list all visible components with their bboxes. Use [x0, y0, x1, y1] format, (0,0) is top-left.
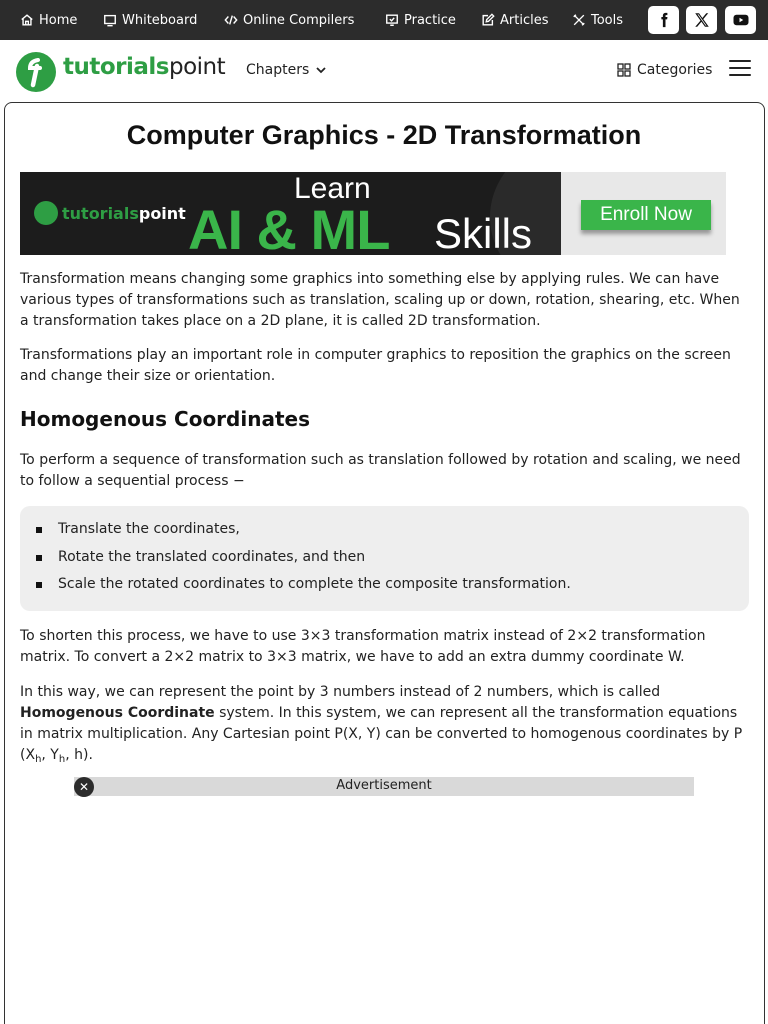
logo-text-part2: point: [169, 54, 226, 80]
categories-label: Categories: [637, 62, 713, 78]
code-icon: [224, 13, 238, 27]
nav-tools[interactable]: [572, 0, 623, 40]
facebook-icon: [655, 11, 673, 29]
page-title: Computer Graphics - 2D Transformation: [126, 120, 642, 150]
bold-term: Homogenous Coordinate: [20, 705, 215, 721]
chapters-dropdown[interactable]: [246, 62, 327, 78]
nav-whiteboard-label: Whiteboard: [122, 12, 198, 28]
section-heading: Homogenous Coordinates: [20, 407, 310, 431]
facebook-button[interactable]: [648, 6, 679, 34]
advertisement-bar: [74, 777, 694, 796]
subscript: h: [35, 754, 42, 765]
nav-tools-label: Tools: [591, 12, 624, 28]
practice-icon: [385, 13, 399, 27]
site-header: [0, 40, 768, 102]
subscript: h: [58, 754, 66, 765]
text-span: , Y: [41, 747, 59, 763]
list-item: Rotate the translated coordinates, and then: [58, 549, 366, 565]
enroll-now-button[interactable]: Enroll Now: [581, 200, 711, 230]
nav-home[interactable]: [20, 0, 77, 40]
banner-logo-part1: tutorials: [62, 203, 139, 223]
list-bullet: [36, 555, 42, 561]
youtube-icon: [732, 11, 750, 29]
home-icon: [20, 13, 34, 27]
edit-icon: [481, 13, 495, 27]
banner-logo-icon: [34, 201, 58, 225]
youtube-button[interactable]: [725, 6, 756, 34]
advertisement-label: Advertisement: [336, 778, 432, 793]
nav-practice-label: Practice: [404, 12, 456, 28]
banner-learn-text: Learn: [294, 172, 371, 205]
logo-text-part1: tutorials: [63, 54, 169, 80]
list-bullet: [36, 527, 42, 533]
text-span: , h).: [65, 747, 93, 763]
x-button[interactable]: [686, 6, 717, 34]
tutorialspoint-logo-icon[interactable]: [16, 52, 56, 92]
paragraph-intro: Transformation means changing some graphics into something else by applying rules. We can have various types of transformations such as translation, scaling up or down, rotation, shearing, etc. When a transformation takes place on a 2D plane, it is called 2D transformation.: [20, 271, 740, 329]
categories-button[interactable]: [617, 62, 712, 78]
banner-logo-part2: point: [138, 203, 186, 223]
chapters-label: Chapters: [246, 62, 310, 78]
paragraph-sequence: To perform a sequence of transformation such as translation followed by rotation and scaling, we need to follow a sequential process −: [20, 452, 741, 489]
tools-icon: [572, 13, 586, 27]
banner-headline: AI & ML: [188, 198, 390, 255]
x-icon: [693, 11, 711, 29]
nav-practice[interactable]: [385, 0, 456, 40]
banner-skills-text: Skills: [434, 210, 533, 255]
nav-online-compilers[interactable]: [224, 0, 354, 40]
promo-banner[interactable]: [20, 172, 726, 255]
paragraph-role: Transformations play an important role in computer graphics to reposition the graphics on the screen and change their size or orientation.: [20, 347, 731, 384]
banner-logo: [34, 201, 186, 225]
nav-home-label: Home: [39, 12, 78, 28]
nav-articles-label: Articles: [500, 12, 549, 28]
grid-icon: [617, 63, 631, 77]
close-ad-icon[interactable]: ✕: [74, 777, 94, 797]
nav-online-compilers-label: Online Compilers: [243, 12, 355, 28]
site-logo-text[interactable]: [63, 54, 225, 80]
menu-hamburger-icon[interactable]: [729, 60, 751, 78]
paragraph-homogenous: [20, 682, 750, 770]
list-item: Translate the coordinates,: [58, 521, 240, 537]
list-bullet: [36, 582, 42, 588]
text-span: In this way, we can represent the point by 3 numbers instead of 2 numbers, which is called: [20, 684, 661, 700]
nav-whiteboard[interactable]: [103, 0, 197, 40]
text-span: system. In this system, we can represent all the transformation equations in matrix multiplication. Any Cartesian point P(X, Y) can be converted to homogenous coordinates by P (X: [20, 705, 743, 763]
nav-articles[interactable]: [481, 0, 548, 40]
list-item: Scale the rotated coordinates to complete the composite transformation.: [58, 576, 571, 592]
paragraph-matrix: To shorten this process, we have to use 3×3 transformation matrix instead of 2×2 transformation matrix. To convert a 2×2 matrix to 3×3 matrix, we have to add an extra dummy coordinate W.: [20, 628, 706, 665]
steps-list: [20, 506, 749, 611]
chevron-down-icon: [315, 64, 327, 76]
whiteboard-icon: [103, 13, 117, 27]
top-nav: [0, 0, 768, 40]
